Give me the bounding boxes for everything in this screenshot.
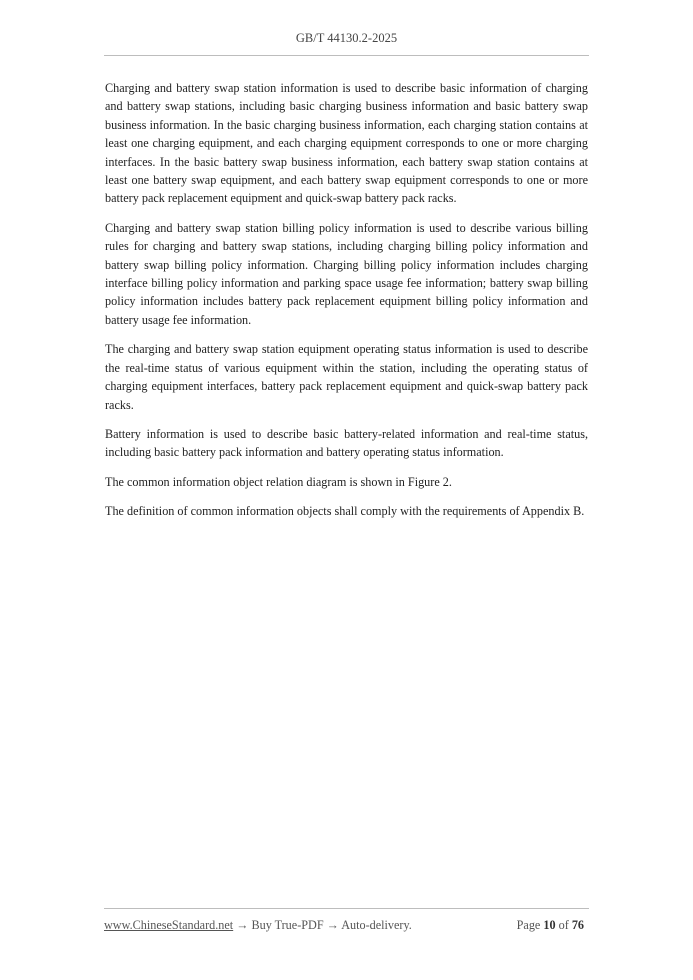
- paragraph-appendix-reference: The definition of common information objects shall comply with the requirements of Appendix B.: [105, 504, 585, 519]
- footer-divider: [104, 908, 589, 909]
- total-pages-number: 76: [571, 918, 584, 932]
- arrow-right-icon: →: [236, 918, 249, 932]
- header-divider: [104, 55, 589, 56]
- paragraph-operating-status: The charging and battery swap station equipment operating status information is used to describe the real-time status of various equipment within the station, including the operating status of charging equipment interfaces, battery pack replacement equipment and quick-swap battery pack racks.: [105, 342, 588, 412]
- buy-true-pdf-link[interactable]: Buy True-PDF: [251, 918, 324, 932]
- footer-promo: [104, 918, 412, 933]
- paragraph-figure-reference: The common information object relation diagram is shown in Figure 2.: [105, 474, 452, 489]
- of-label: of: [558, 918, 569, 932]
- site-link[interactable]: www.ChineseStandard.net: [104, 918, 234, 932]
- paragraph-billing-policy: Charging and battery swap station billing policy information is used to describe various billing rules for charging and battery swap stations, including charging billing policy information and battery swap billing policy information. Charging billing policy information includes charging interface billing policy information and parking space usage fee information; battery swap billing policy information includes battery pack replacement equipment billing policy information and battery usage fee information.: [105, 220, 588, 327]
- standard-id: GB/T 44130.2-2025: [295, 31, 398, 45]
- paragraph-station-info: Charging and battery swap station information is used to describe basic information of charging and battery swap stations, including basic charging business information and basic battery swap business information. In the basic charging business information, each charging station contains at least one charging equipment, and each charging equipment corresponds to one or more charging interfaces. In the basic battery swap business information, each battery swap station contains at least one battery swap equipment, and each battery swap equipment corresponds to one or more battery pack replacement equipment and quick-swap battery pack racks.: [105, 81, 588, 206]
- auto-delivery-text: Auto-delivery.: [341, 918, 412, 932]
- arrow-right-icon: →: [326, 918, 339, 932]
- document-body: [105, 79, 588, 532]
- page-indicator: [517, 918, 584, 933]
- page-label: Page: [516, 918, 541, 932]
- paragraph-battery-info: Battery information is used to describe basic battery-related information and real-time status, including basic battery pack information and battery operating status information.: [105, 426, 588, 460]
- current-page-number: 10: [543, 918, 556, 932]
- page-header: [0, 31, 693, 46]
